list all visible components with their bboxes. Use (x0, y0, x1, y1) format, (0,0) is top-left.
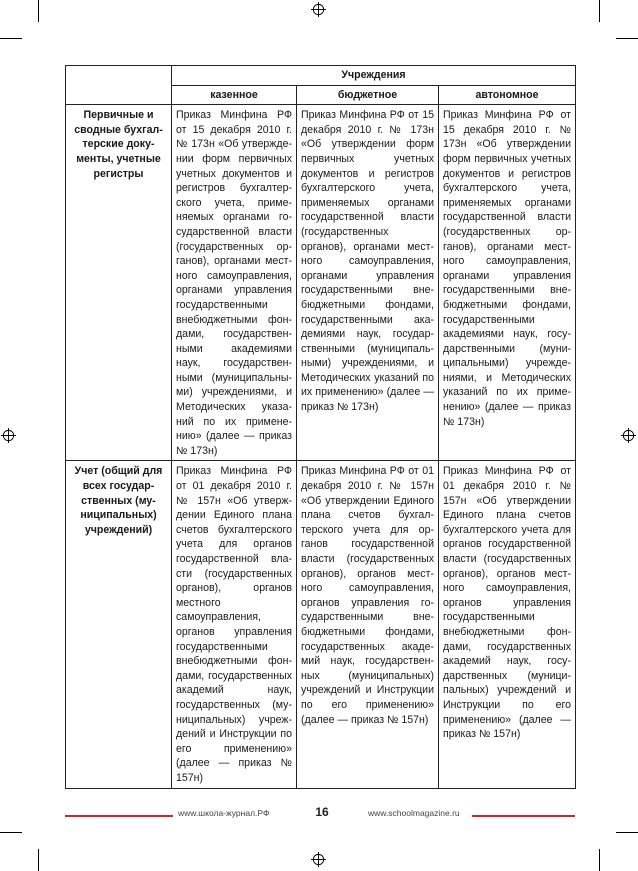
institutions-comparison-table (65, 65, 576, 789)
row-label-general-accounting: Учет (общий для всех государственных (муниципальных) учреждений) (66, 461, 172, 788)
registration-mark-icon (621, 428, 636, 443)
footer-site-ru: www.школа-журнал.РФ (178, 808, 270, 818)
crop-mark-top-left-h (0, 38, 22, 39)
page-number: 16 (315, 805, 329, 819)
table-cell: Приказ Минфина РФ от 01 декабря 2010 г. № 157н «Об утверждении Единого плана счетов бухгалтерского учета для органов государственной власти (государственных органов), органов местного самоуправления, органов управления государственными внебюджетными фондами, государственных академий наук, государственных (муниципальных) учреждений и Инструкции по его применению» (далее — приказ № 157н) (297, 461, 439, 788)
footer-rule-right (472, 815, 575, 817)
crop-mark-bottom-right-h (616, 832, 638, 833)
table-cell: Приказ Минфина РФ от 15 декабря 2010 г. № 173н «Об утверждении форм первичных учетных документов и регистров бухгалтерского учета, применяемых органами государственной власти (государственных органов), органами местного самоуправления, органами управления государственными внебюджетными фондами, государственными академиями наук, государственными (муниципальными) учреждениями, и Методических указаний по их применению» (далее — приказ № 173н) (172, 105, 297, 461)
crop-mark-bottom-right-v (599, 849, 600, 871)
table-cell: Приказ Минфина РФ от 01 декабря 2010 г. № 157н «Об утверждении Единого плана счетов бухгалтерского учета для органов государственной власти (государственных органов), органов местного самоуправления, органов управления государственными внебюджетными фондами, государственных академий наук, государственных (муниципальных) учреждений и Инструкции по его применению» (далее — приказ № 157н) (172, 461, 297, 788)
row-label-primary-documents: Первичные и сводные бухгалтерские документы, учетные регистры (66, 105, 172, 461)
group-header-institutions: Учреждения (172, 66, 576, 86)
column-header-kazennoe: казенное (172, 85, 297, 105)
crop-mark-top-left-v (38, 0, 39, 22)
table-cell: Приказ Минфина РФ от 15 декабря 2010 г. № 173н «Об утверждении форм первичных учетных документов и регистров бухгалтерского учета, применяемых органами государственной власти (государственных органов), органами местного самоуправления, органами управления государственными внебюджетными фондами, государственными академиями наук, государственными (муниципальными) учреждениями, и Методических указаний по их применению» (далее — приказ № 173н) (297, 105, 439, 461)
table-cell: Приказ Минфина РФ от 15 декабря 2010 г. № 173н «Об утверждении форм первичных учетных документов и регистров бухгалтерского учета, применяемых органами государственной власти (государственных органов), органами местного самоуправления, органами управления государственными внебюджетными фондами, государственными академиями наук, государственными (муниципальными) учреждениями, и Методических указаний по их применению» (далее — приказ № 173н) (439, 105, 576, 461)
column-header-avtonomnoe: автономное (439, 85, 576, 105)
registration-mark-icon (1, 428, 16, 443)
footer-site-en: www.schoolmagazine.ru (368, 808, 460, 818)
table-cell: Приказ Минфина РФ от 01 декабря 2010 г. № 157н «Об утверждении Единого плана счетов бухгалтерского учета для органов государственной власти (государственных органов), органов местного самоуправления, органов управления государственными внебюджетными фондами, государственных академий наук, государственных (муниципальных) учреждений и Инструкции по его применению» (далее — приказ № 157н) (439, 461, 576, 788)
crop-mark-bottom-left-v (38, 849, 39, 871)
crop-mark-bottom-left-h (0, 832, 22, 833)
table-row (66, 105, 576, 461)
table-header-row-group (66, 66, 576, 86)
crop-mark-top-right-v (599, 0, 600, 22)
column-header-byudzhetnoe: бюджетное (297, 85, 439, 105)
table-corner-cell (66, 66, 172, 105)
table-row (66, 461, 576, 788)
footer-rule-left (65, 815, 173, 817)
registration-mark-icon (311, 2, 326, 17)
crop-mark-top-right-h (616, 38, 638, 39)
registration-mark-icon (311, 852, 326, 867)
